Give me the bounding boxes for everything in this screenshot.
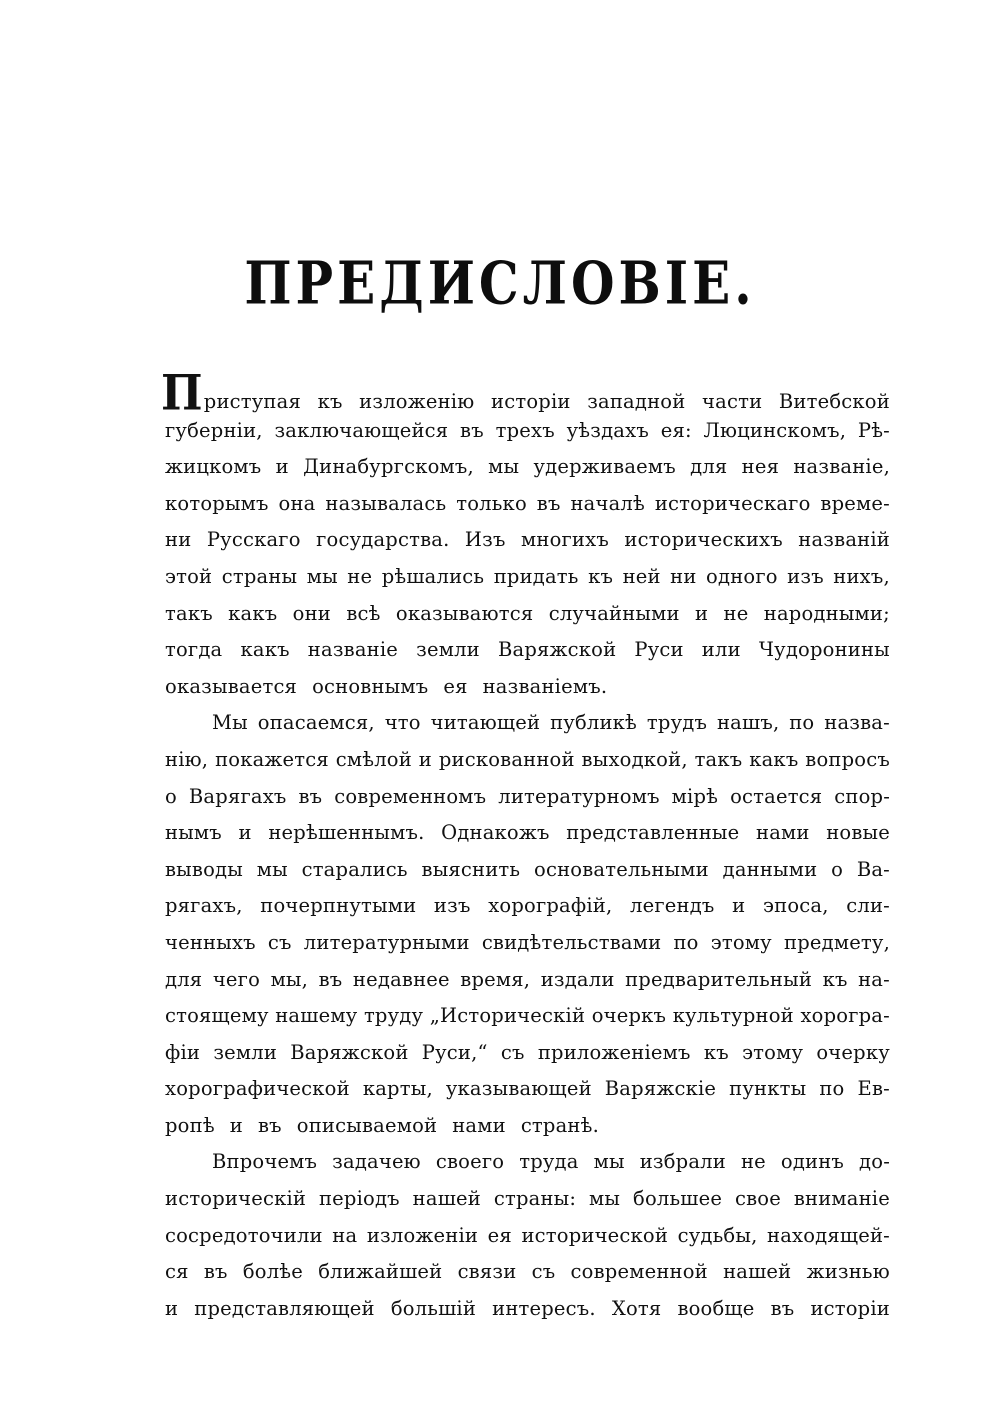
word: нымъ: [165, 821, 222, 845]
word: въ: [257, 1113, 282, 1137]
word: нами: [452, 1113, 506, 1137]
word: къ: [317, 390, 343, 413]
word: нашему: [275, 1004, 358, 1028]
word: вопросъ: [805, 747, 890, 771]
word: фіи: [165, 1040, 201, 1064]
word: названіе,: [793, 455, 890, 479]
text-line: [165, 1218, 890, 1255]
word: государства.: [316, 528, 450, 552]
word: исторической: [521, 1223, 669, 1247]
word: издали: [540, 967, 615, 991]
word: названіемъ.: [482, 674, 608, 698]
text-line: [165, 925, 890, 962]
word: историческаго: [654, 491, 811, 515]
word: труда: [519, 1150, 579, 1174]
word: нея: [741, 455, 780, 479]
word: до-: [859, 1150, 890, 1174]
word: для: [165, 967, 203, 991]
word: нерѣшеннымъ.: [268, 821, 425, 845]
word: „Историческій: [429, 1004, 586, 1028]
word: исторіи: [491, 390, 571, 413]
word: Рѣ-: [857, 418, 890, 442]
word: народными;: [763, 601, 890, 625]
word: въ: [318, 967, 343, 991]
word: риступая: [203, 390, 301, 413]
word: свидѣтельствами: [481, 930, 662, 954]
word: и: [418, 747, 432, 771]
word: западной: [587, 390, 686, 413]
word: съ: [500, 1040, 525, 1064]
word: названій: [798, 528, 890, 552]
word: ближайшей: [318, 1260, 443, 1284]
word: хорографической: [165, 1077, 350, 1101]
text-line: [165, 998, 890, 1035]
text-line: [165, 632, 890, 669]
word: большее: [633, 1187, 723, 1211]
word: этому: [742, 1040, 804, 1064]
word: Варягахъ: [188, 784, 287, 808]
word: рискованной: [438, 747, 575, 771]
word: Ва-: [856, 857, 890, 881]
word: литературномъ: [498, 784, 660, 808]
text-line: [165, 486, 890, 523]
word: карты,: [362, 1077, 433, 1101]
word: выходкой,: [581, 747, 688, 771]
word: чего: [212, 967, 261, 991]
word: предмету,: [784, 930, 890, 954]
text-line: [161, 365, 890, 422]
word: мы: [593, 1150, 625, 1174]
word: выяснить: [421, 857, 521, 881]
text-line: [165, 1144, 890, 1181]
word: находящей-: [767, 1223, 890, 1247]
word: большій: [390, 1296, 477, 1320]
word: одинъ: [780, 1150, 845, 1174]
word: изложенію: [359, 390, 475, 413]
word: и: [229, 1113, 243, 1137]
word: страны: [221, 564, 298, 588]
word: названіе: [307, 638, 399, 662]
word: читающей: [430, 711, 541, 735]
word: пункты: [729, 1077, 807, 1101]
text-line: [165, 1108, 890, 1145]
word: жизнью: [806, 1260, 890, 1284]
word: остается: [730, 784, 823, 808]
word: Варяжской: [497, 638, 617, 662]
word: свое: [734, 1187, 781, 1211]
word: литературными: [303, 930, 470, 954]
word: она: [278, 491, 316, 515]
word: сосредоточили: [165, 1223, 323, 1247]
word: оказываются: [395, 601, 534, 625]
word: какъ: [240, 638, 290, 662]
word: по: [673, 930, 699, 954]
word: болѣе: [242, 1260, 303, 1284]
body-text: [161, 365, 890, 1327]
word: мы: [488, 455, 520, 479]
text-line: [165, 522, 890, 559]
word: о: [831, 857, 844, 881]
page-title: ПРЕДИСЛОВІЕ.: [244, 248, 756, 318]
word: Изъ: [464, 528, 506, 552]
word: придать: [493, 564, 579, 588]
word: ея: [443, 674, 468, 698]
word: время,: [460, 967, 531, 991]
text-line: [165, 1254, 890, 1291]
word: Хотя: [611, 1296, 662, 1320]
text-line: [165, 1181, 890, 1218]
word: изъ: [433, 894, 471, 918]
word: и: [238, 821, 252, 845]
word: называлась: [325, 491, 447, 515]
word: нашей: [412, 1187, 481, 1211]
word: періодъ: [318, 1187, 400, 1211]
text-line: [165, 779, 890, 816]
text-line: [165, 1071, 890, 1108]
word: и: [695, 601, 709, 625]
word: изложеніи: [366, 1223, 479, 1247]
word: данными: [722, 857, 818, 881]
word: спор-: [834, 784, 890, 808]
word: оказывается: [165, 674, 298, 698]
word: земли: [213, 1040, 278, 1064]
word: Варяжской: [290, 1040, 409, 1064]
word: въ: [536, 491, 561, 515]
word: ея: [487, 1223, 512, 1247]
word: въ: [298, 784, 323, 808]
word: для: [690, 455, 728, 479]
word: что: [384, 711, 421, 735]
text-line: [165, 815, 890, 852]
word: жицкомъ: [165, 455, 262, 479]
word: къ: [703, 1040, 729, 1064]
word: представленные: [566, 821, 740, 845]
word: не: [723, 601, 749, 625]
word: мы: [256, 857, 288, 881]
word: въ: [460, 418, 484, 442]
word: смѣлой: [335, 747, 412, 771]
word: време-: [820, 491, 890, 515]
word: приложеніемъ: [537, 1040, 691, 1064]
word: эпоса,: [763, 894, 829, 918]
word: всѣ: [346, 601, 381, 625]
word: по: [789, 711, 815, 735]
word: судьбы,: [677, 1223, 758, 1247]
word: интересъ.: [492, 1296, 596, 1320]
word: и: [275, 455, 289, 479]
text-line: [165, 1035, 890, 1072]
word: назва-: [824, 711, 890, 735]
word: въ: [203, 1260, 228, 1284]
word: основательными: [534, 857, 709, 881]
text-line: [165, 962, 890, 999]
word: этому: [710, 930, 772, 954]
word: не: [740, 1150, 766, 1174]
word: Люцинскомъ,: [703, 418, 847, 442]
word: они: [292, 601, 331, 625]
word: покажется: [215, 747, 329, 771]
word: мы: [306, 564, 338, 588]
word: такъ: [165, 601, 213, 625]
word: современной: [570, 1260, 708, 1284]
word: трудъ: [646, 711, 708, 735]
word: Варяжскіе: [604, 1077, 717, 1101]
word: указывающей: [445, 1077, 592, 1101]
word: случайными: [548, 601, 680, 625]
text-line: [165, 1291, 890, 1328]
word: на: [332, 1223, 358, 1247]
word: вниманіе: [793, 1187, 890, 1211]
word: описываемой: [296, 1113, 438, 1137]
text-line: [165, 852, 890, 889]
word: старались: [301, 857, 408, 881]
word: трехъ: [495, 418, 555, 442]
word: заключающейся: [274, 418, 449, 442]
word: нихъ,: [833, 564, 890, 588]
word: уѣздахъ: [566, 418, 649, 442]
word: этой: [165, 564, 213, 588]
word: новые: [826, 821, 890, 845]
word: предварительный: [625, 967, 813, 991]
word: вообще: [677, 1296, 755, 1320]
word: очерку: [816, 1040, 890, 1064]
word: ней: [622, 564, 661, 588]
word: губерніи,: [165, 418, 263, 442]
word: Витебской: [778, 390, 890, 413]
word: ни: [165, 528, 192, 552]
word: сли-: [846, 894, 890, 918]
word: многихъ: [521, 528, 609, 552]
text-line: [165, 742, 890, 779]
word: очеркъ: [591, 1004, 667, 1028]
drop-cap: П: [161, 365, 203, 422]
word: связи: [457, 1260, 517, 1284]
word: задачею: [332, 1150, 421, 1174]
word: части: [702, 390, 763, 413]
word: основнымъ: [312, 674, 429, 698]
text-line: [165, 705, 890, 742]
word: Русскаго: [206, 528, 301, 552]
word: страны:: [493, 1187, 577, 1211]
word: по: [819, 1077, 845, 1101]
word: Динабургскомъ,: [303, 455, 474, 479]
word: къ: [822, 967, 848, 991]
word: историческій: [165, 1187, 307, 1211]
word: современномъ: [334, 784, 487, 808]
word: историческихъ: [624, 528, 783, 552]
word: легендъ: [630, 894, 715, 918]
word: Руси,“: [421, 1040, 488, 1064]
word: нашъ,: [716, 711, 780, 735]
word: только: [456, 491, 527, 515]
word: стоящему: [165, 1004, 269, 1028]
word: Чудоронины: [758, 638, 890, 662]
word: Впрочемъ: [212, 1150, 318, 1174]
word: избрали: [639, 1150, 726, 1174]
word: ченныхъ: [165, 930, 256, 954]
word: ся: [165, 1260, 189, 1284]
text-line: [165, 596, 890, 633]
word: представляющей: [194, 1296, 375, 1320]
word: и: [732, 894, 746, 918]
word: на-: [858, 967, 890, 991]
word: нашей: [723, 1260, 792, 1284]
word: или: [701, 638, 741, 662]
text-line: [165, 449, 890, 486]
word: съ: [267, 930, 292, 954]
word: хорогра-: [800, 1004, 890, 1028]
word: ни: [670, 564, 697, 588]
word: и: [165, 1296, 179, 1320]
word: мірѣ: [671, 784, 719, 808]
word: мы,: [270, 967, 309, 991]
word: какъ: [749, 747, 799, 771]
word: къ: [588, 564, 614, 588]
word: странѣ.: [520, 1113, 599, 1137]
word: нію,: [165, 747, 209, 771]
word: ея:: [660, 418, 692, 442]
text-line: [165, 413, 890, 450]
word: исторіи: [810, 1296, 890, 1320]
word: Мы: [212, 711, 248, 735]
word: какъ: [228, 601, 278, 625]
word: Однакожъ: [441, 821, 550, 845]
word: въ: [770, 1296, 795, 1320]
word: культурной: [672, 1004, 794, 1028]
word: удерживаемъ: [533, 455, 676, 479]
word: о: [165, 784, 177, 808]
word: недавнее: [352, 967, 450, 991]
text-line: [165, 669, 890, 706]
word: выводы: [165, 857, 243, 881]
word: рѣшались: [381, 564, 485, 588]
word: своего: [435, 1150, 505, 1174]
word: съ: [531, 1260, 556, 1284]
word: почерпнутыми: [260, 894, 417, 918]
word: не: [347, 564, 373, 588]
word: такъ: [694, 747, 743, 771]
word: нами: [756, 821, 810, 845]
word: одного: [706, 564, 778, 588]
word: труду: [363, 1004, 424, 1028]
word: публикѣ: [550, 711, 638, 735]
text-line: [165, 888, 890, 925]
word: Руси: [634, 638, 684, 662]
word: которымъ: [165, 491, 269, 515]
word: ропѣ: [165, 1113, 215, 1137]
word: тогда: [165, 638, 223, 662]
word: изъ: [787, 564, 824, 588]
text-line: [165, 559, 890, 596]
word: опасаемся,: [257, 711, 375, 735]
word: земли: [416, 638, 480, 662]
word: началѣ: [570, 491, 645, 515]
word: хорографій,: [488, 894, 613, 918]
word: Ев-: [857, 1077, 890, 1101]
word: мы: [589, 1187, 621, 1211]
word: рягахъ,: [165, 894, 243, 918]
